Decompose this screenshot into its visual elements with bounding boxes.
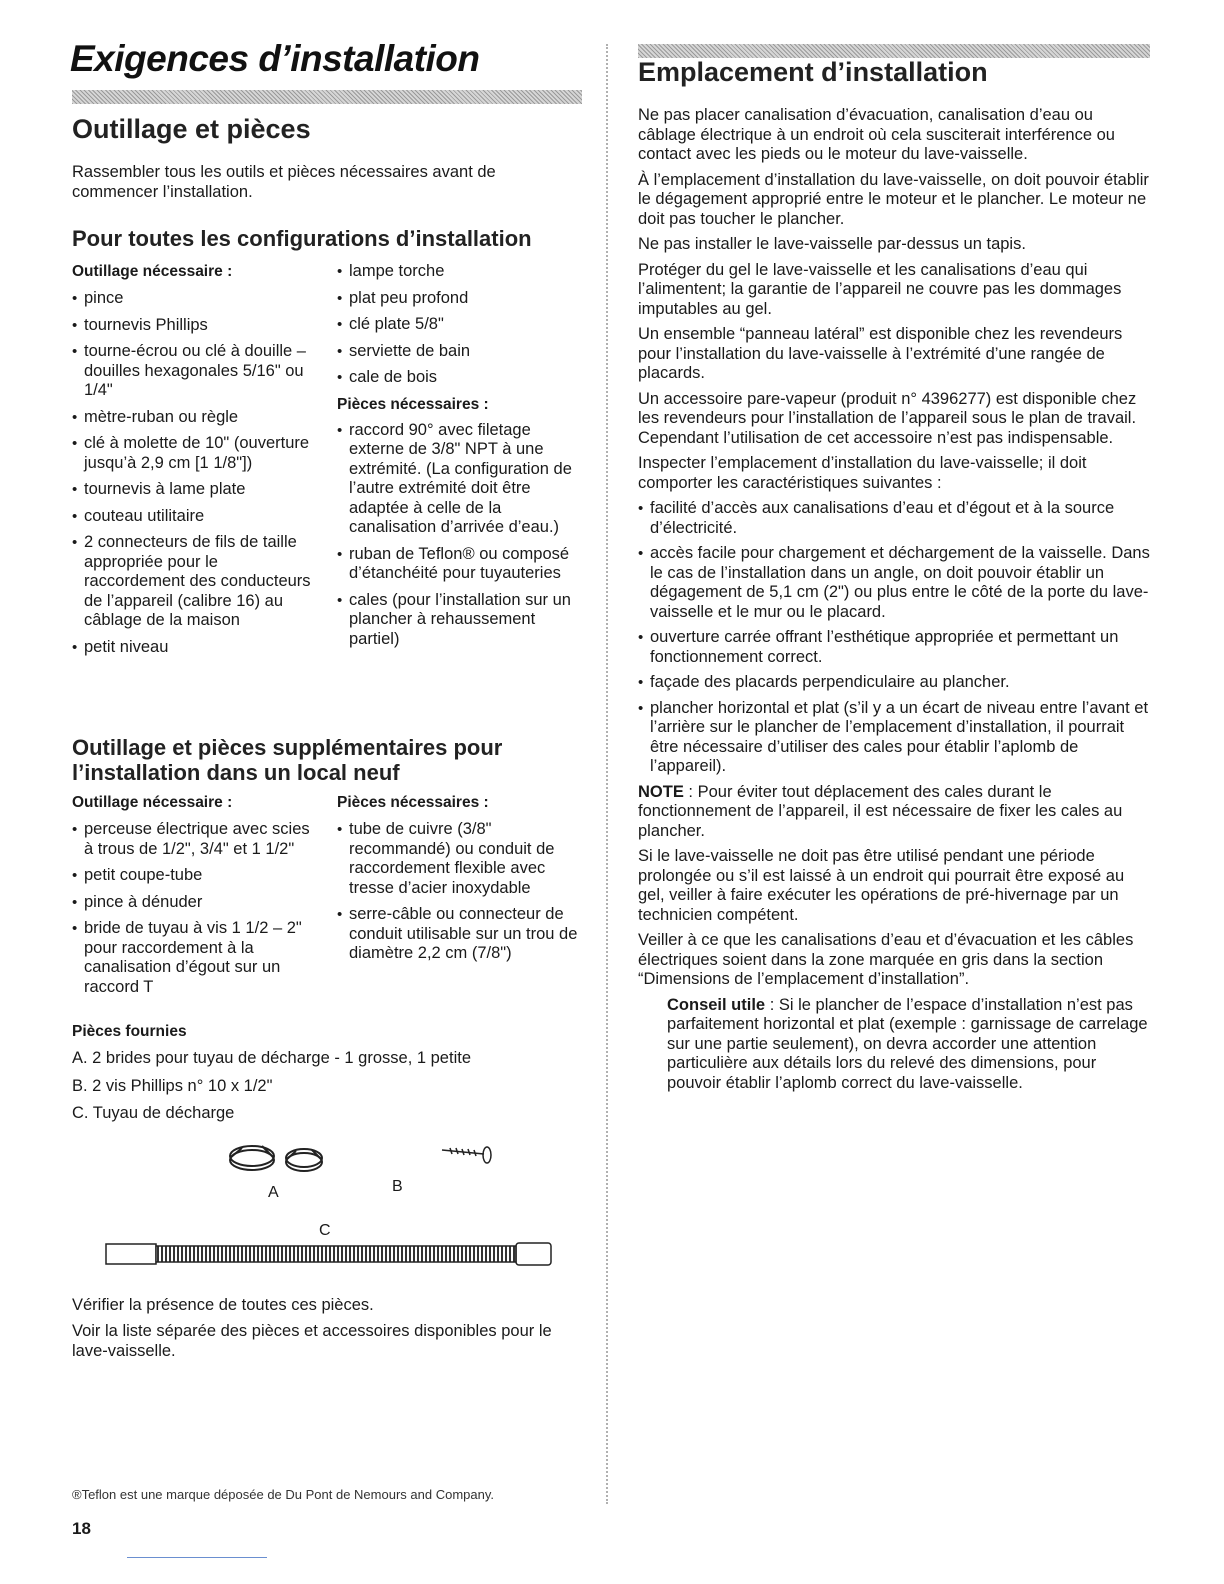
list-item: • accès facile pour chargement et déchargement de la vaisselle. Dans le cas de l’installation dans un angle, on doit pouvoir établir un dégagement de 5,1 cm (2") ou plus entre le côté de la porte du lave-vaisselle et le mur ou le placard. (638, 544, 1150, 622)
list-item: • pince à dénuder (72, 893, 317, 913)
list-item: • serre-câble ou connecteur de conduit utilisable sur un trou de diamètre 2,2 cm (7/8") (337, 905, 582, 964)
new-build-parts-list (337, 820, 582, 964)
new-build-tools-list (72, 820, 317, 997)
list-item: • petit coupe-tube (72, 866, 317, 886)
large-clamp-icon (230, 1146, 274, 1170)
note-paragraph (638, 783, 1150, 842)
all-configs-tools-col1 (72, 262, 312, 664)
list-item: • tube de cuivre (3/8" recommandé) ou conduit de raccordement flexible avec tresse d’acier inoxydable (337, 820, 582, 898)
parts-list (337, 421, 582, 650)
supplied-item-b: B. 2 vis Phillips n° 10 x 1/2" (72, 1076, 273, 1095)
tip-text: : Si le plancher de l’espace d’installation n’est pas parfaitement horizontal et plat (exemple : garnissage de carrelage sur une partie seulement), on devra accorder une attention particulière aux détails lors du relevé des dimensions, pour pouvoir établir l’aplomb correct du lave-vaisselle. (667, 995, 1148, 1092)
list-item: • lampe torche (337, 262, 582, 282)
paragraph: Ne pas installer le lave-vaisselle par-dessus un tapis. (638, 235, 1026, 253)
emplacement-body (638, 106, 1150, 1099)
list-item: • pince (72, 289, 312, 309)
note-label: NOTE (638, 782, 684, 801)
list-item: • raccord 90° avec filetage externe de 3/8" NPT à une extrémité. (La configuration de l’autre extrémité doit être adaptée à celle de la canalisation d’arrivée d’eau.) (337, 421, 582, 538)
hose-clamps-illustration (222, 1140, 502, 1185)
bottom-rule (127, 1557, 267, 1558)
tip-paragraph (638, 996, 1150, 1094)
see-list-text: Voir la liste séparée des pièces et accessoires disponibles pour le lave-vaisselle. (72, 1322, 552, 1360)
list-item: • cales (pour l’installation sur un plancher à rehaussement partiel) (337, 591, 582, 650)
parts-label: Pièces nécessaires : (337, 395, 489, 413)
list-item: • couteau utilitaire (72, 507, 312, 527)
list-item: • ouverture carrée offrant l’esthétique appropriée et permettant un fonctionnement correct. (638, 628, 1150, 667)
list-item: • mètre-ruban ou règle (72, 408, 312, 428)
paragraph: Un accessoire pare-vapeur (produit n° 4396277) est disponible chez les revendeurs pour l’installation de l’appareil sous le plan de travail. Cependant l’utilisation de cet accessoire n’est pas indispensable. (638, 389, 1137, 447)
label-a: A (268, 1184, 279, 1201)
list-item: • plat peu profond (337, 289, 582, 309)
paragraph: Protéger du gel le lave-vaisselle et les canalisations d’eau qui l’alimentent; la garantie de l’appareil ne couvre pas les dommages imputables au gel. (638, 260, 1122, 318)
verify-text: Vérifier la présence de toutes ces pièces. (72, 1296, 374, 1314)
drain-hose-illustration (105, 1240, 555, 1268)
all-configs-tools-col2 (337, 262, 582, 656)
supplied-item-c: C. Tuyau de décharge (72, 1104, 235, 1122)
parts-label: Pièces nécessaires : (337, 794, 489, 811)
requirements-list (638, 499, 1150, 777)
paragraph: Si le lave-vaisselle ne doit pas être utilisé pendant une période prolongée ou s’il est laissé à un endroit qui pourrait être exposé au gel, veiller à faire exécuter les opérations de pré-hivernage par un technicien compétent. (638, 847, 1125, 924)
page-title: Exigences d’installation (70, 38, 480, 79)
section-title-outillage: Outillage et pièces (72, 114, 311, 144)
paragraph: Ne pas placer canalisation d’évacuation, canalisation d’eau ou câblage électrique à un endroit où cela susciterait interférence ou contact avec les pieds ou le moteur du lave-vaisselle. (638, 106, 1115, 163)
right-shade-bar (638, 44, 1150, 58)
small-clamp-icon (286, 1149, 322, 1171)
list-item: • tournevis à lame plate (72, 480, 312, 500)
label-b: B (392, 1178, 403, 1195)
paragraph: À l’emplacement d’installation du lave-vaisselle, on doit pouvoir établir le dégagement approprié entre le moteur et le plancher. Le moteur ne doit pas toucher le plancher. (638, 170, 1149, 228)
column-divider (606, 44, 608, 1504)
label-c: C (319, 1222, 331, 1239)
subsection-title-all-configs: Pour toutes les configurations d’installation (72, 226, 532, 251)
paragraph: Veiller à ce que les canalisations d’eau et d’évacuation et les câbles électriques soient dans la zone marquée en gris dans la section “Dimensions de l’emplacement d’installation”. (638, 931, 1134, 988)
intro-text: Rassembler tous les outils et pièces nécessaires avant de commencer l’installation. (72, 163, 496, 201)
section-title-emplacement: Emplacement d’installation (638, 57, 988, 87)
list-item: • serviette de bain (337, 342, 582, 362)
note-text: : Pour éviter tout déplacement des cales durant le fonctionnement de l’appareil, il est nécessaire de fixer les cales au plancher. (638, 782, 1123, 840)
list-item: • ruban de Teflon® ou composé d’étanchéité pour tuyauteries (337, 545, 582, 584)
page-number: 18 (72, 1519, 91, 1538)
supplied-item-a: A. 2 brides pour tuyau de décharge - 1 grosse, 1 petite (72, 1049, 471, 1067)
list-item: • bride de tuyau à vis 1 1/2 – 2" pour raccordement à la canalisation d’égout sur un raccord T (72, 919, 317, 997)
paragraph: Un ensemble “panneau latéral” est disponible chez les revendeurs pour l’installation du lave-vaisselle à l’extrémité d’une rangée de placards. (638, 325, 1123, 382)
list-item: • plancher horizontal et plat (s’il y a un écart de niveau entre l’avant et l’arrière sur le plancher de l’emplacement d’installation, il pourrait être nécessaire d’utiliser des cales pour établir l’aplomb de l’appareil). (638, 699, 1150, 777)
footnote: ®Teflon est une marque déposée de Du Pont de Nemours and Company. (72, 1487, 494, 1502)
subsection-title-new-build: Outillage et pièces supplémentaires pour l’installation dans un local neuf (72, 735, 503, 785)
list-item: • clé à molette de 10" (ouverture jusqu’à 2,9 cm [1 1/8"]) (72, 434, 312, 473)
list-item: • clé plate 5/8" (337, 315, 582, 335)
paragraph: Inspecter l’emplacement d’installation du lave-vaisselle; il doit comporter les caractéristiques suivantes : (638, 454, 1087, 492)
tools-list-2 (337, 262, 582, 388)
tools-list-1 (72, 289, 312, 657)
list-item: • cale de bois (337, 368, 582, 388)
supplied-parts (72, 1022, 582, 1124)
list-item: • petit niveau (72, 638, 312, 658)
left-shade-bar (72, 90, 582, 104)
list-item: • facilité d’accès aux canalisations d’eau et d’égout et à la source d’électricité. (638, 499, 1150, 538)
list-item: • tournevis Phillips (72, 316, 312, 336)
new-build-parts (337, 793, 582, 971)
tip-label: Conseil utile (667, 995, 766, 1014)
list-item: • tourne-écrou ou clé à douille – douilles hexagonales 5/16" ou 1/4" (72, 342, 312, 401)
supplied-label: Pièces fournies (72, 1023, 187, 1040)
tools-label: Outillage nécessaire : (72, 794, 233, 811)
new-build-tools (72, 793, 317, 1004)
list-item: • 2 connecteurs de fils de taille appropriée pour le raccordement des conducteurs de l’appareil (calibre 16) au câblage de la maison (72, 533, 312, 631)
list-item: • perceuse électrique avec scies à trous de 1/2", 3/4" et 1 1/2" (72, 820, 317, 859)
screw-icon (442, 1147, 491, 1163)
list-item: • façade des placards perpendiculaire au plancher. (638, 673, 1150, 693)
tools-label: Outillage nécessaire : (72, 263, 233, 280)
